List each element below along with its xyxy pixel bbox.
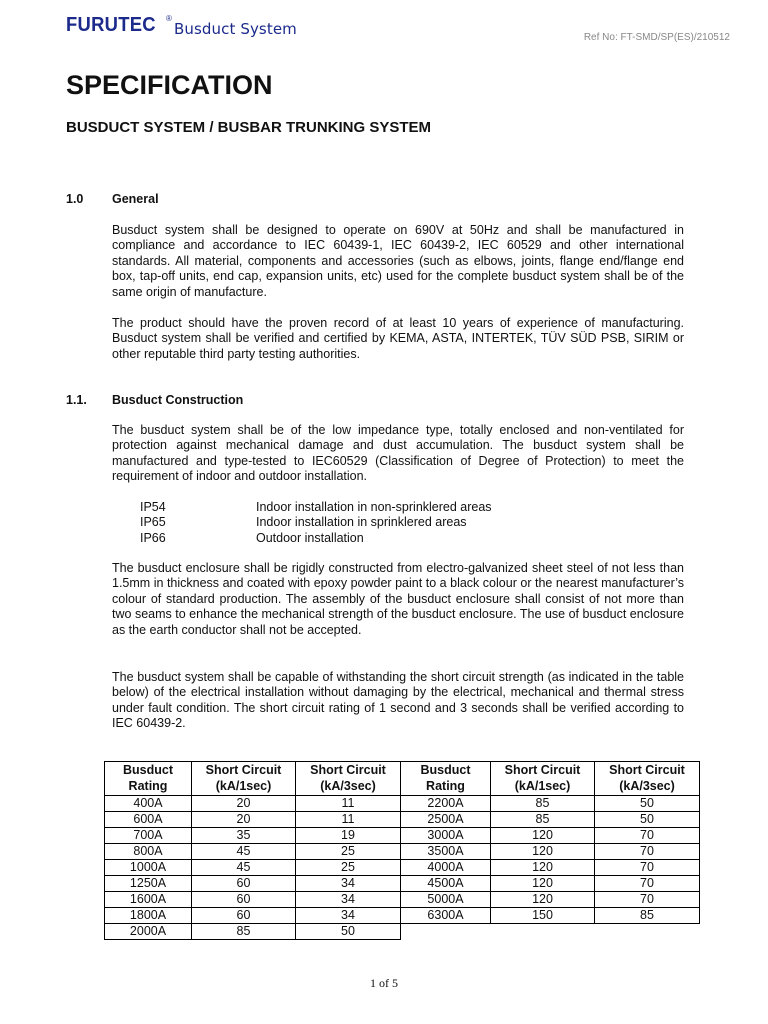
table-row [105,860,700,876]
table-cell: 1000A [105,860,192,876]
table-cell: 34 [296,876,401,892]
page-number: 1 of 5 [370,976,398,990]
table-cell: 400A [105,796,192,812]
table-cell [401,924,491,940]
ip-code: IP54 [140,500,166,514]
table-cell: 1250A [105,876,192,892]
table-cell: 11 [296,812,401,828]
table-cell: 50 [595,796,700,812]
table-cell: 85 [192,924,296,940]
table-cell: 34 [296,892,401,908]
table-cell: 2500A [401,812,491,828]
table-cell: 50 [595,812,700,828]
construction-paragraph-2: The busduct enclosure shall be rigidly constructed from electro-galvanized sheet steel of not less than 1.5mm in thickness and coated with epoxy powder paint to a black colour or the nearest manufacturer’s colour of standard production. The assembly of the busduct enclosure shall consist of not more than two seams to enhance the mechanical strength of the busduct enclosure. The use of busduct enclosure as the earth conductor shall not be accepted. [112,561,684,637]
table-cell: 4000A [401,860,491,876]
general-paragraph-2: The product should have the proven record of at least 10 years of experience of manufacturing. Busduct system shall be verified and certified by KEMA, ASTA, INTERTEK, TÜV SÜD PSB, SIRIM or other reputable third party testing authorities. [112,316,684,361]
table-cell: 2000A [105,924,192,940]
table-cell: 60 [192,892,296,908]
logo-brand: FURUTEC [66,14,156,36]
table-header-row [105,762,700,796]
table-cell [491,924,595,940]
table-row [105,828,700,844]
table-cell: 70 [595,828,700,844]
table-cell: 70 [595,860,700,876]
table-cell: 6300A [401,908,491,924]
table-cell [595,924,700,940]
section-number-construction: 1.1. [66,393,87,407]
furutec-logo [66,14,297,42]
table-row [105,892,700,908]
table-cell: 5000A [401,892,491,908]
ip-code: IP66 [140,530,166,545]
table-cell: 25 [296,860,401,876]
table-cell: 700A [105,828,192,844]
table-cell: 70 [595,876,700,892]
logo-registered-mark: ® [166,14,172,23]
table-row [105,908,700,924]
table-cell: 34 [296,908,401,924]
table-cell: 85 [491,796,595,812]
table-cell: 70 [595,892,700,908]
header-short-circuit-3sec: Short Circuit (kA/3sec) [296,762,401,796]
table-cell: 50 [296,924,401,940]
short-circuit-rating-table [104,761,700,940]
table-cell: 4500A [401,876,491,892]
construction-paragraph-1: The busduct system shall be of the low impedance type, totally enclosed and non-ventilated for protection against mechanical damage and dust accumulation. The busduct system shall be manufactured and type-tested to IEC60529 (Classification of Degree of Protection) to meet the requirement of indoor and outdoor installation. [112,423,684,484]
header-busduct-rating: Busduct Rating [401,762,491,796]
table-cell: 120 [491,844,595,860]
ip-rating-list [140,500,492,546]
table-cell: 60 [192,876,296,892]
ip-description: Indoor installation in sprinklered areas [256,515,467,530]
table-cell: 20 [192,796,296,812]
table-cell: 1800A [105,908,192,924]
table-cell: 70 [595,844,700,860]
table-cell: 60 [192,908,296,924]
general-paragraph-1: Busduct system shall be designed to operate on 690V at 50Hz and shall be manufactured in compliance and accordance to IEC 60439-1, IEC 60439-2, IEC 60529 and other international standards. All material, components and accessories (such as elbows, joints, flange end/flange end box, tap-off units, end cap, expansion units, etc) used for the complete busduct system shall be of the same origin of manufacture. [112,223,684,299]
table-cell: 45 [192,844,296,860]
table-cell: 120 [491,828,595,844]
construction-paragraph-3: The busduct system shall be capable of withstanding the short circuit strength (as indicated in the table below) of the electrical installation without damaging by the electrical, mechanical and thermal stress under fault condition. The short circuit rating of 1 second and 3 seconds shall be verified according to IEC 60439-2. [112,670,684,731]
section-heading-construction: Busduct Construction [112,393,244,407]
table-cell: 45 [192,860,296,876]
table-cell: 600A [105,812,192,828]
header-short-circuit-3sec: Short Circuit (kA/3sec) [595,762,700,796]
table-row [105,812,700,828]
table-cell: 800A [105,844,192,860]
ip-rating-row [140,515,492,530]
table-cell: 3000A [401,828,491,844]
table-cell: 85 [595,908,700,924]
table-cell: 120 [491,860,595,876]
header-short-circuit-1sec: Short Circuit (kA/1sec) [491,762,595,796]
table-cell: 3500A [401,844,491,860]
reference-number: Ref No: FT-SMD/SP(ES)/210512 [583,32,730,43]
table-cell: 19 [296,828,401,844]
section-number-general: 1.0 [66,192,84,206]
table-cell: 1600A [105,892,192,908]
ip-description: Indoor installation in non-sprinklered areas [256,500,492,514]
table-cell: 20 [192,812,296,828]
ip-rating-row [140,500,492,515]
table-row [105,876,700,892]
ip-code: IP65 [140,515,166,530]
table-cell: 150 [491,908,595,924]
table-row [105,924,700,940]
table-cell: 11 [296,796,401,812]
table-cell: 25 [296,844,401,860]
table-row [105,796,700,812]
section-heading-general: General [112,192,159,206]
table-cell: 85 [491,812,595,828]
header-short-circuit-1sec: Short Circuit (kA/1sec) [192,762,296,796]
table-cell: 120 [491,876,595,892]
table-cell: 120 [491,892,595,908]
logo-product-line: Busduct System [174,20,297,38]
table-row [105,844,700,860]
header-busduct-rating: Busduct Rating [105,762,192,796]
table-cell: 35 [192,828,296,844]
ip-description: Outdoor installation [256,530,364,545]
page-subtitle: BUSDUCT SYSTEM / BUSBAR TRUNKING SYSTEM [66,119,432,136]
ip-rating-row [140,531,492,546]
page-title: SPECIFICATION [66,70,273,100]
table-cell: 2200A [401,796,491,812]
